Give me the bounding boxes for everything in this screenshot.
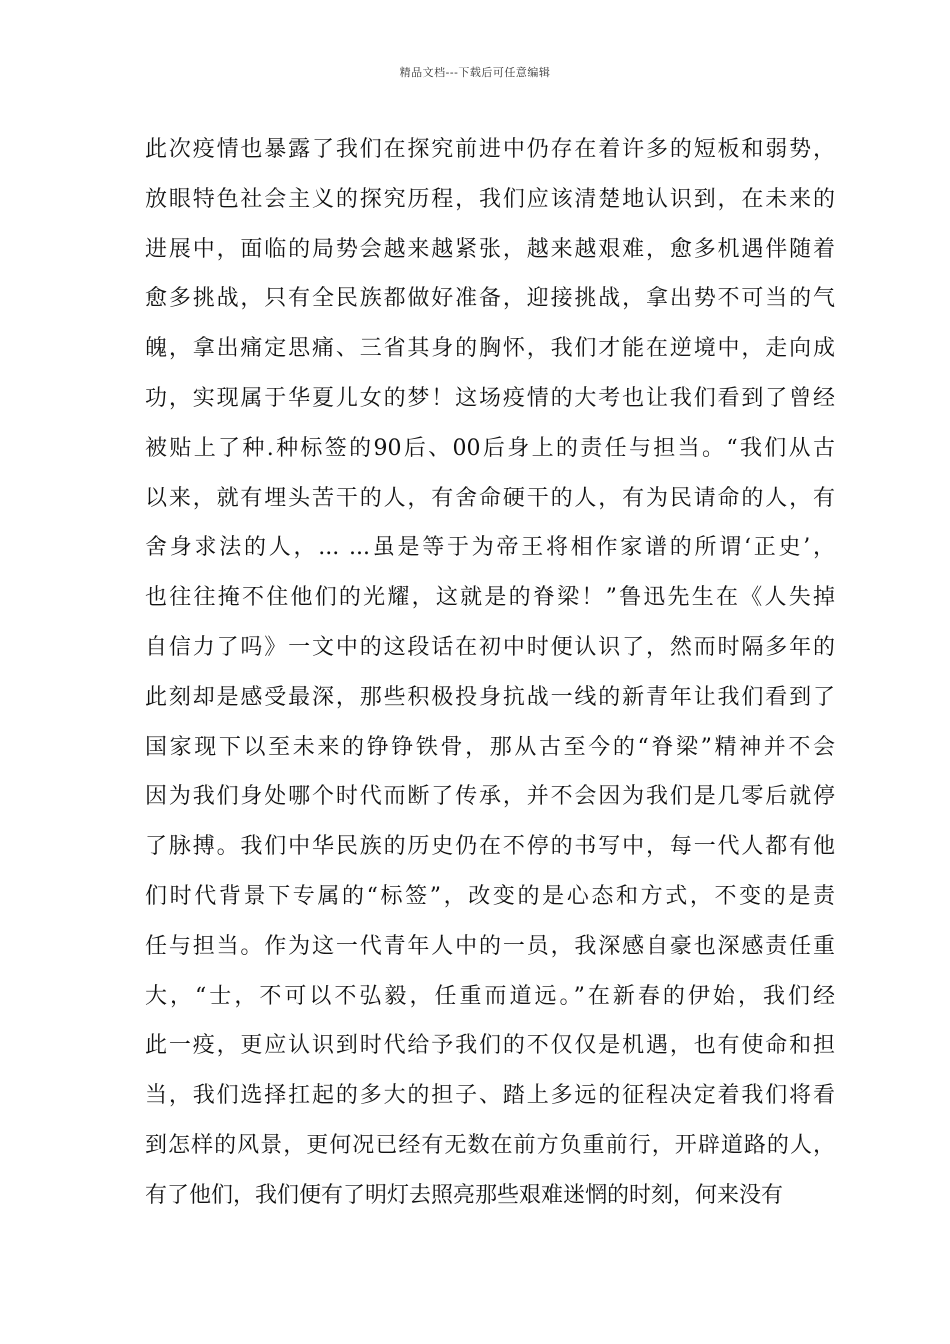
text-line: 此次疫情也暴露了我们在探究前进中仍存在着许多的短板和弱势， [145, 137, 835, 162]
text-line: 也往往掩不住他们的光耀，这就是的脊梁！”鲁迅先生在《人失掉 [145, 585, 835, 611]
text-line: 任与担当。作为这一代青年人中的一员，我深感自豪也深感责任重 [145, 933, 835, 959]
text-line: 功，实现属于华夏儿女的梦！这场疫情的大考也让我们看到了曾经 [145, 385, 835, 411]
text-line: 了脉搏。我们中华民族的历史仍在不停的书写中，每一代人都有他 [145, 834, 835, 860]
text-line: 大，“士，不可以不弘毅，任重而道远。”在新春的伊始，我们经 [145, 983, 835, 1009]
text-line: 被贴上了种.种标签的90后、00后身上的责任与担当。“我们从古 [145, 435, 835, 461]
text-line: 愈多挑战，只有全民族都做好准备，迎接挑战，拿出势不可当的气 [145, 286, 835, 312]
body-text [145, 132, 835, 1228]
text-line: 以来，就有埋头苦干的人，有舍命硬干的人，有为民请命的人，有 [145, 485, 835, 511]
text-line: 们时代背景下专属的“标签”，改变的是心态和方式，不变的是责 [145, 883, 835, 909]
text-line: 有了他们，我们便有了明灯去照亮那些艰难迷惘的时刻，何来没有 [145, 1182, 784, 1208]
text-line: 舍身求法的人，... ...虽是等于为帝王将相作家谱的所谓‘正史’， [145, 535, 835, 561]
text-line: 因为我们身处哪个时代而断了传承，并不会因为我们是几零后就停 [145, 784, 835, 810]
text-line: 到怎样的风景，更何况已经有无数在前方负重前行，开辟道路的人， [145, 1132, 835, 1158]
text-line: 当，我们选择扛起的多大的担子、踏上多远的征程决定着我们将看 [145, 1083, 835, 1109]
text-line: 魄，拿出痛定思痛、三省其身的胸怀，我们才能在逆境中，走向成 [145, 336, 835, 362]
text-line: 此刻却是感受最深，那些积极投身抗战一线的新青年让我们看到了 [145, 684, 835, 710]
text-line: 国家现下以至未来的铮铮铁骨，那从古至今的“脊梁”精神并不会 [145, 734, 835, 760]
text-line: 进展中，面临的局势会越来越紧张，越来越艰难，愈多机遇伴随着 [145, 236, 835, 262]
page-header: 精品文档---下载后可任意编辑 [399, 66, 551, 79]
text-line: 自信力了吗》一文中的这段话在初中时便认识了，然而时隔多年的 [145, 634, 835, 660]
text-line: 此一疫，更应认识到时代给予我们的不仅仅是机遇，也有使命和担 [145, 1033, 835, 1059]
text-line: 放眼特色社会主义的探究历程，我们应该清楚地认识到，在未来的 [145, 186, 835, 212]
